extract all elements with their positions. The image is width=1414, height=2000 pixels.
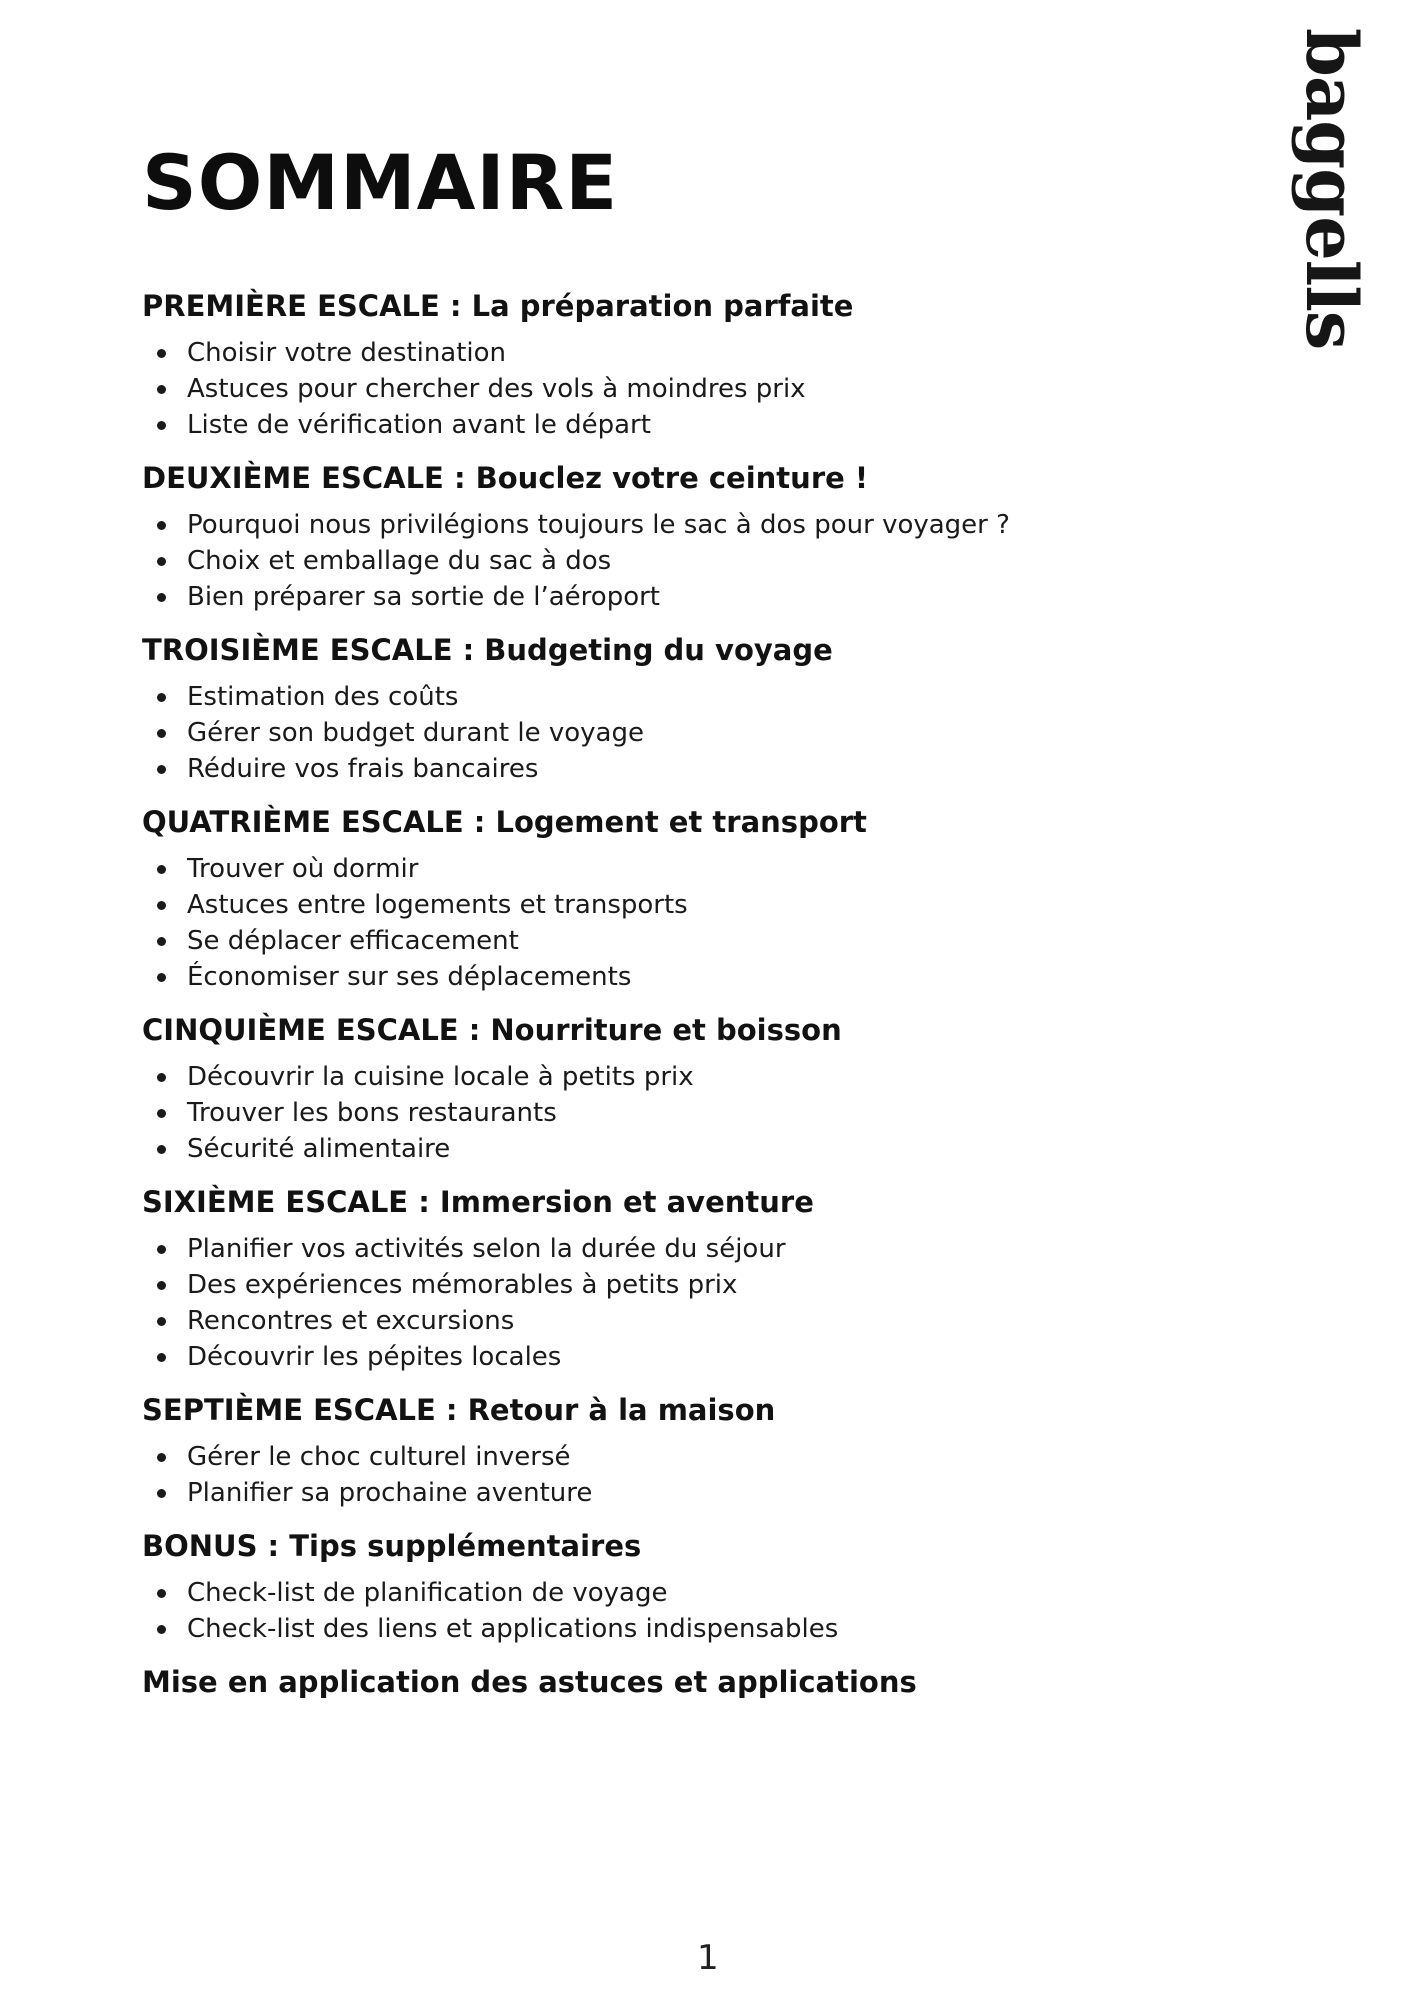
list-item — [142, 1231, 1292, 1267]
list-item-text: Découvrir les pépites locales — [187, 1342, 562, 1372]
list-item — [142, 679, 1292, 715]
section-item-list — [142, 1059, 1292, 1167]
list-item-text: Se déplacer efficacement — [187, 926, 519, 956]
section-title: CINQUIÈME ESCALE : Nourriture et boisson — [142, 1013, 842, 1047]
list-item — [142, 1611, 1292, 1647]
section-item-list — [142, 335, 1292, 443]
list-item-text: Planifier sa prochaine aventure — [187, 1478, 593, 1508]
list-item-text: Pourquoi nous privilégions toujours le sac à dos pour voyager ? — [187, 510, 1010, 540]
list-item — [142, 507, 1292, 543]
bullet-icon — [157, 1453, 166, 1462]
section-item-list — [142, 851, 1292, 995]
list-item-text: Astuces entre logements et transports — [187, 890, 688, 920]
bullet-icon — [157, 901, 166, 910]
bullet-icon — [157, 937, 166, 946]
section-title: SIXIÈME ESCALE : Immersion et aventure — [142, 1185, 814, 1219]
toc-section — [142, 1389, 1292, 1511]
brand-logo: baggells — [1290, 28, 1373, 350]
list-item — [142, 715, 1292, 751]
section-title: BONUS : Tips supplémentaires — [142, 1529, 642, 1563]
section-item-list — [142, 507, 1292, 615]
list-item — [142, 1267, 1292, 1303]
section-title: TROISIÈME ESCALE : Budgeting du voyage — [142, 633, 833, 667]
bullet-icon — [157, 1109, 166, 1118]
section-title: SEPTIÈME ESCALE : Retour à la maison — [142, 1393, 776, 1427]
list-item-text: Planifier vos activités selon la durée du séjour — [187, 1234, 786, 1264]
toc-section — [142, 457, 1292, 615]
bullet-icon — [157, 1281, 166, 1290]
list-item-text: Sécurité alimentaire — [187, 1134, 451, 1164]
list-item — [142, 1475, 1292, 1511]
bullet-icon — [157, 349, 166, 358]
section-title: PREMIÈRE ESCALE : La préparation parfaite — [142, 289, 854, 323]
section-title: Mise en application des astuces et applications — [142, 1665, 917, 1699]
list-item-text: Découvrir la cuisine locale à petits prix — [187, 1062, 694, 1092]
list-item-text: Liste de vérification avant le départ — [187, 410, 651, 440]
list-item — [142, 1439, 1292, 1475]
page-number: 1 — [697, 1938, 719, 1978]
list-item — [142, 751, 1292, 787]
bullet-icon — [157, 973, 166, 982]
list-item — [142, 335, 1292, 371]
list-item-text: Check-list de planification de voyage — [187, 1578, 668, 1608]
list-item-text: Trouver où dormir — [187, 854, 419, 884]
bullet-icon — [157, 1245, 166, 1254]
list-item — [142, 579, 1292, 615]
list-item — [142, 371, 1292, 407]
list-item-text: Réduire vos frais bancaires — [187, 754, 539, 784]
toc-section — [142, 1661, 1292, 1703]
list-item-text: Choix et emballage du sac à dos — [187, 546, 612, 576]
list-item — [142, 1059, 1292, 1095]
section-title: DEUXIÈME ESCALE : Bouclez votre ceinture ! — [142, 461, 869, 495]
list-item — [142, 887, 1292, 923]
bullet-icon — [157, 1625, 166, 1634]
bullet-icon — [157, 593, 166, 602]
bullet-icon — [157, 1073, 166, 1082]
list-item-text: Rencontres et excursions — [187, 1306, 515, 1336]
bullet-icon — [157, 1353, 166, 1362]
section-item-list — [142, 1439, 1292, 1511]
toc-section — [142, 285, 1292, 443]
list-item — [142, 1575, 1292, 1611]
toc-section — [142, 1525, 1292, 1647]
list-item — [142, 1095, 1292, 1131]
list-item-text: Trouver les bons restaurants — [187, 1098, 557, 1128]
section-title: QUATRIÈME ESCALE : Logement et transport — [142, 805, 867, 839]
bullet-icon — [157, 1489, 166, 1498]
bullet-icon — [157, 729, 166, 738]
section-item-list — [142, 1575, 1292, 1647]
list-item — [142, 923, 1292, 959]
list-item-text: Gérer son budget durant le voyage — [187, 718, 644, 748]
list-item — [142, 543, 1292, 579]
page-title: SOMMAIRE — [142, 138, 619, 227]
bullet-icon — [157, 765, 166, 774]
list-item-text: Économiser sur ses déplacements — [187, 962, 632, 992]
list-item-text: Estimation des coûts — [187, 682, 459, 712]
bullet-icon — [157, 521, 166, 530]
table-of-contents — [142, 285, 1292, 1717]
toc-section — [142, 1181, 1292, 1375]
list-item-text: Check-list des liens et applications indispensables — [187, 1614, 839, 1644]
bullet-icon — [157, 1145, 166, 1154]
bullet-icon — [157, 421, 166, 430]
bullet-icon — [157, 693, 166, 702]
toc-section — [142, 1009, 1292, 1167]
list-item — [142, 1339, 1292, 1375]
list-item — [142, 1131, 1292, 1167]
bullet-icon — [157, 865, 166, 874]
list-item-text: Gérer le choc culturel inversé — [187, 1442, 571, 1472]
list-item-text: Bien préparer sa sortie de l’aéroport — [187, 582, 660, 612]
list-item-text: Astuces pour chercher des vols à moindres prix — [187, 374, 806, 404]
list-item — [142, 959, 1292, 995]
bullet-icon — [157, 557, 166, 566]
section-item-list — [142, 1231, 1292, 1375]
section-item-list — [142, 679, 1292, 787]
list-item — [142, 407, 1292, 443]
toc-section — [142, 801, 1292, 995]
bullet-icon — [157, 385, 166, 394]
list-item-text: Des expériences mémorables à petits prix — [187, 1270, 738, 1300]
bullet-icon — [157, 1589, 166, 1598]
list-item — [142, 1303, 1292, 1339]
list-item-text: Choisir votre destination — [187, 338, 507, 368]
list-item — [142, 851, 1292, 887]
toc-section — [142, 629, 1292, 787]
bullet-icon — [157, 1317, 166, 1326]
